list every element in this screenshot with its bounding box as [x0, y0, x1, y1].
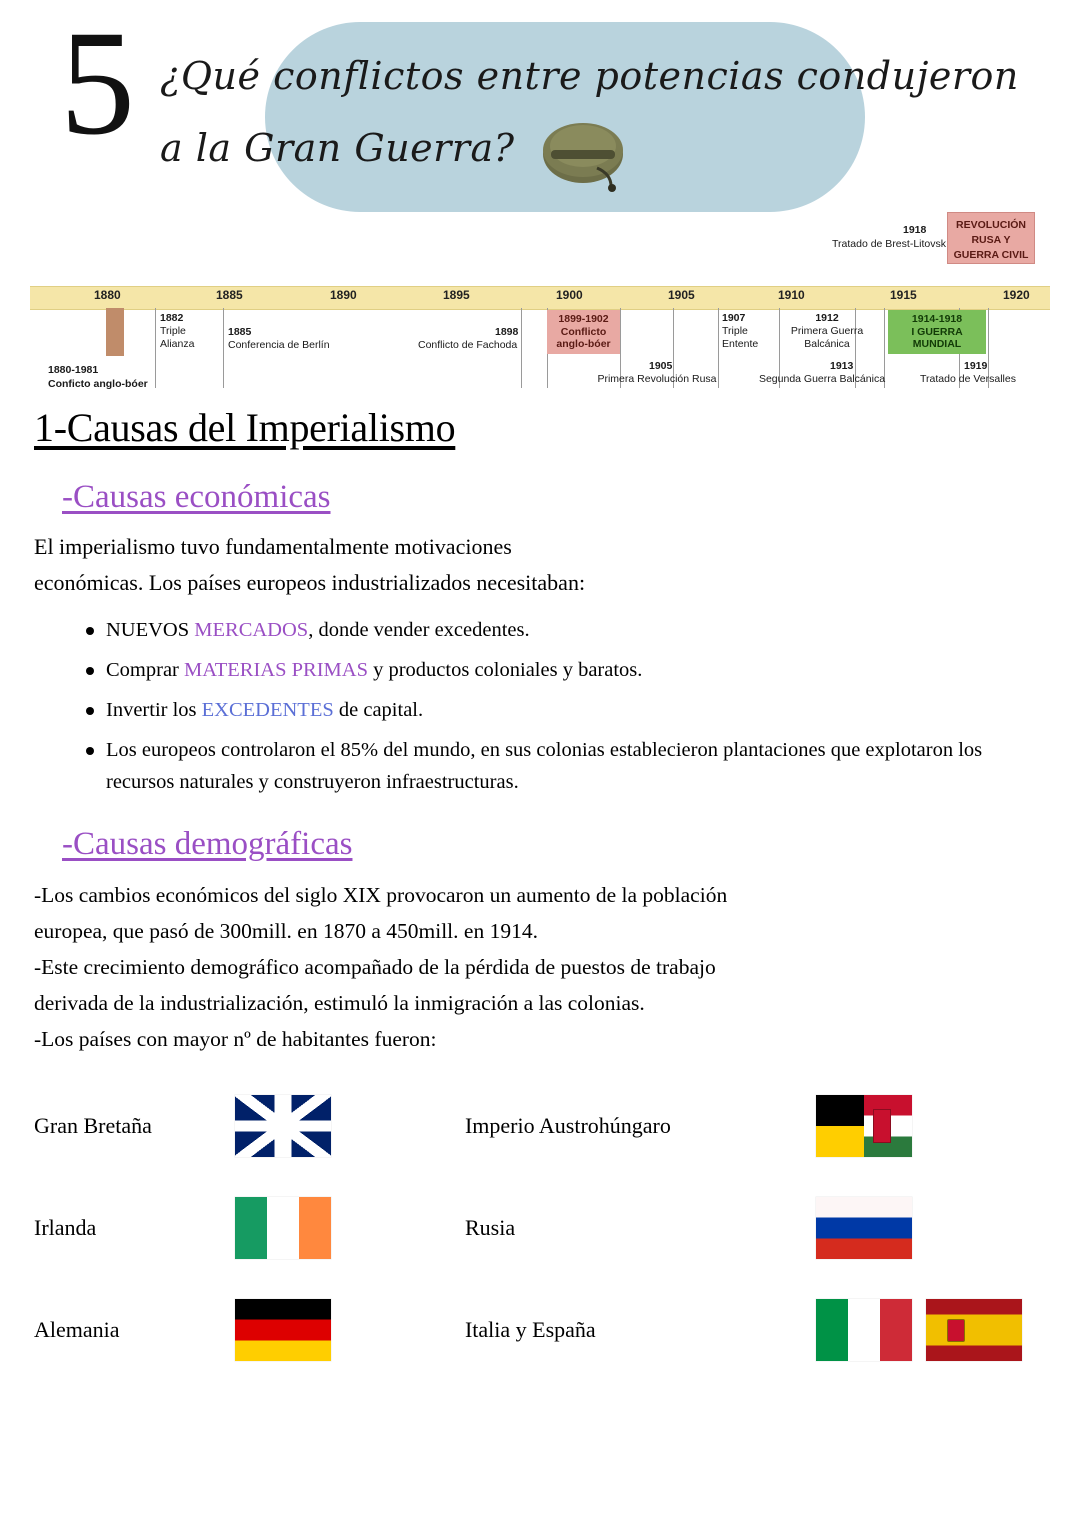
timeline-event-label: Primera Guerra Balcánica	[790, 325, 864, 350]
flag-germany-icon	[235, 1299, 331, 1361]
timeline-event-label: Primera Revolución Rusa	[597, 373, 717, 385]
flag-austro-hungarian-icon	[816, 1095, 912, 1157]
bullet-text-highlight: MERCADOS	[194, 619, 309, 641]
timeline-event-label: Triple Alianza	[160, 325, 195, 350]
timeline-event-label: Conflicto de Fachoda	[418, 339, 518, 351]
timeline-year: 1895	[443, 288, 470, 302]
demographic-line-2: europea, que pasó de 300mill. en 1870 a 450mill. en 1914.	[34, 919, 538, 943]
table-row	[34, 1075, 1046, 1177]
subsection-title-demographic: -Causas demográficas	[62, 826, 353, 862]
demographic-line-1: -Los cambios económicos del siglo XIX provocaron un aumento de la población	[34, 883, 728, 907]
chapter-number: 5	[60, 0, 135, 166]
timeline-event-date: 1905	[649, 360, 673, 372]
bullet-text-post: y productos coloniales y baratos.	[367, 659, 643, 681]
bullet-text-highlight: MATERIAS PRIMAS	[184, 659, 368, 681]
table-row	[34, 1177, 1046, 1279]
timeline-event-label: Conferencia de Berlín	[228, 339, 330, 351]
demographic-line-3: -Este crecimiento demográfico acompañado de la pérdida de puestos de trabajo	[34, 955, 716, 979]
timeline-event-date: 1914-1918	[911, 313, 963, 325]
timeline-event-label: I GUERRA MUNDIAL	[911, 325, 963, 350]
timeline-year: 1910	[778, 288, 805, 302]
timeline-event-box	[547, 310, 620, 354]
timeline-event-date: 1918	[903, 224, 927, 236]
list-item	[86, 694, 1046, 726]
timeline-event-date: 1880-1981	[48, 364, 99, 376]
timeline-event-date: 1898	[495, 326, 519, 338]
timeline-event-label: Segunda Guerra Balcánica	[758, 373, 886, 385]
timeline-event-date: 1907	[722, 312, 746, 324]
flag-cell	[235, 1075, 465, 1177]
flag-russia-icon	[816, 1197, 912, 1259]
flag-cell	[816, 1279, 1046, 1381]
timeline-event-date: 1912	[815, 312, 839, 324]
bullet-text-pre: Los europeos controlaron el 85% del mundo, en sus colonias establecieron plantaciones que explotaron los recursos naturales y construyeron infraestructuras.	[106, 739, 983, 793]
timeline-event-label: Conficto anglo-bóer	[48, 378, 148, 390]
timeline-event-box	[888, 310, 986, 354]
country-name: Rusia	[464, 1215, 516, 1240]
timeline-year: 1880	[94, 288, 121, 302]
military-helmet-icon	[537, 120, 633, 192]
demographic-line-4: derivada de la industrialización, estimuló la inmigración a las colonias.	[34, 991, 645, 1015]
timeline-year: 1885	[216, 288, 243, 302]
timeline-event-label: Tratado de Brest-Litovsk	[832, 238, 946, 250]
section-title: 1-Causas del Imperialismo	[34, 405, 456, 450]
timeline-year: 1890	[330, 288, 357, 302]
country-name: Alemania	[34, 1317, 120, 1342]
demographic-line-5: -Los países con mayor nº de habitantes fueron:	[34, 1027, 437, 1051]
flag-cell	[235, 1177, 465, 1279]
page-title: ¿Qué conflictos entre potencias condujeron a la Gran Guerra?	[160, 54, 1019, 170]
bullet-text-pre: Invertir los	[106, 699, 202, 721]
table-row	[34, 1279, 1046, 1381]
list-item	[86, 614, 1046, 646]
country-name: Irlanda	[34, 1215, 97, 1240]
timeline-event-date: 1882	[160, 312, 184, 324]
bullet-text-post: , donde vender excedentes.	[308, 619, 530, 641]
page-header	[0, 0, 1080, 230]
timeline-marker	[106, 308, 124, 356]
timeline-event-date: 1913	[830, 360, 854, 372]
economic-intro-line-1: El imperialismo tuvo fundamentalmente motivaciones	[34, 534, 512, 559]
timeline-year: 1905	[668, 288, 695, 302]
timeline-event-date: 1885	[228, 326, 252, 338]
flag-cell	[235, 1279, 465, 1381]
bullet-text-post: de capital.	[333, 699, 424, 721]
country-name: Gran Bretaña	[34, 1113, 152, 1138]
list-item	[86, 734, 1046, 798]
timeline-year: 1920	[1003, 288, 1030, 302]
subsection-title-economic: -Causas económicas	[62, 479, 331, 515]
economic-bullet-list	[34, 614, 1046, 798]
timeline-event-label: Tratado de Versalles	[920, 373, 1016, 385]
flag-united-kingdom-icon	[235, 1095, 331, 1157]
timeline-event-date: 1919	[964, 360, 988, 372]
timeline-year: 1915	[890, 288, 917, 302]
country-name: Italia y España	[464, 1317, 596, 1342]
flag-ireland-icon	[235, 1197, 331, 1259]
bullet-text-highlight: EXCEDENTES	[201, 699, 334, 721]
flag-italy-icon	[816, 1299, 912, 1361]
timeline-year: 1900	[556, 288, 583, 302]
countries-flags-table	[34, 1075, 1046, 1381]
timeline-event-box: REVOLUCIÓN RUSA Y GUERRA CIVIL	[947, 212, 1035, 264]
flag-cell	[816, 1177, 1046, 1279]
flag-spain-icon	[926, 1299, 1022, 1361]
bullet-text-pre: Comprar	[106, 659, 184, 681]
timeline-event-label: Conflicto anglo-bóer	[556, 325, 611, 350]
timeline-event-date: 1899-1902	[558, 313, 609, 325]
economic-intro-line-2: económicas. Los países europeos industrializados necesitaban:	[34, 570, 586, 595]
list-item	[86, 654, 1046, 686]
bullet-text-pre: NUEVOS	[106, 619, 195, 641]
country-name: Imperio Austrohúngaro	[464, 1113, 671, 1138]
timeline	[0, 219, 1080, 396]
timeline-event-label: Triple Entente	[722, 325, 759, 350]
flag-cell	[816, 1075, 1046, 1177]
document-content	[0, 404, 1080, 1381]
